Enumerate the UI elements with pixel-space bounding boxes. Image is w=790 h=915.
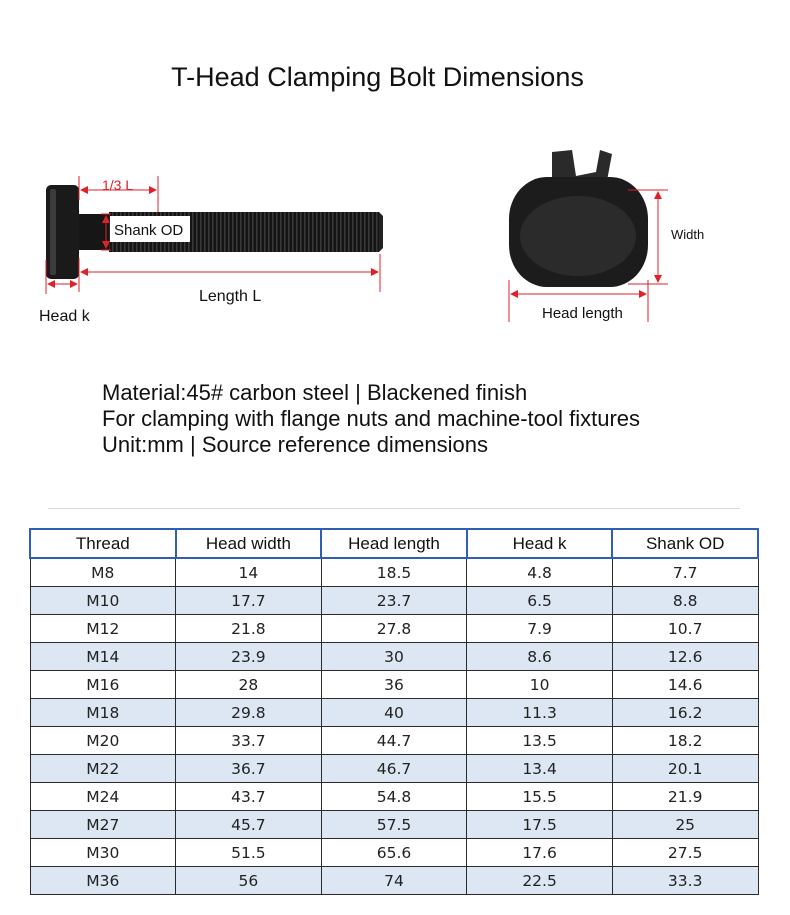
- table-cell: M12: [30, 615, 176, 643]
- table-cell: M22: [30, 755, 176, 783]
- table-cell: 36: [321, 671, 467, 699]
- table-cell: M27: [30, 811, 176, 839]
- table-cell: 45.7: [176, 811, 322, 839]
- table-cell: 10.7: [612, 615, 758, 643]
- table-cell: 51.5: [176, 839, 322, 867]
- table-cell: 46.7: [321, 755, 467, 783]
- table-cell: 21.8: [176, 615, 322, 643]
- table-cell: 27.8: [321, 615, 467, 643]
- table-row: [30, 558, 758, 587]
- third-length-label: 1/3 L: [102, 177, 134, 193]
- table-cell: 29.8: [176, 699, 322, 727]
- table-cell: 25: [612, 811, 758, 839]
- page-title: T-Head Clamping Bolt Dimensions: [171, 62, 584, 92]
- material-line: Material:45# carbon steel | Blackened finish: [102, 380, 528, 405]
- info-block: [102, 380, 640, 458]
- table-cell: 7.9: [467, 615, 613, 643]
- table-cell: 40: [321, 699, 467, 727]
- head-k-label: Head k: [39, 308, 90, 325]
- shank-od-label: Shank OD: [114, 222, 184, 239]
- table-cell: 20.1: [612, 755, 758, 783]
- head-length-label: Head length: [542, 305, 623, 322]
- table-cell: 30: [321, 643, 467, 671]
- table-header-row: [30, 529, 758, 558]
- table-cell: M24: [30, 783, 176, 811]
- table-cell: 14: [176, 558, 322, 587]
- header-head-length: Head length: [321, 529, 467, 558]
- table-cell: M20: [30, 727, 176, 755]
- header-head-k: Head k: [467, 529, 613, 558]
- table-cell: 10: [467, 671, 613, 699]
- table-cell: 56: [176, 867, 322, 895]
- table-cell: 4.8: [467, 558, 613, 587]
- table-cell: 36.7: [176, 755, 322, 783]
- table-cell: M36: [30, 867, 176, 895]
- table-row: [30, 783, 758, 811]
- table-cell: 23.9: [176, 643, 322, 671]
- table-row: [30, 811, 758, 839]
- table-cell: 43.7: [176, 783, 322, 811]
- table-cell: 23.7: [321, 587, 467, 615]
- bolt-tip: [379, 212, 383, 252]
- table-cell: 17.6: [467, 839, 613, 867]
- table-cell: M10: [30, 587, 176, 615]
- header-shank-od: Shank OD: [612, 529, 758, 558]
- table-body: [30, 558, 758, 895]
- table-row: [30, 587, 758, 615]
- table-cell: 18.5: [321, 558, 467, 587]
- table-row: [30, 867, 758, 895]
- table-cell: 57.5: [321, 811, 467, 839]
- table-cell: M18: [30, 699, 176, 727]
- table-cell: 17.5: [467, 811, 613, 839]
- table-cell: 13.5: [467, 727, 613, 755]
- table-cell: 12.6: [612, 643, 758, 671]
- table-cell: 27.5: [612, 839, 758, 867]
- table-cell: M30: [30, 839, 176, 867]
- table-cell: 8.6: [467, 643, 613, 671]
- table-cell: 17.7: [176, 587, 322, 615]
- table-cell: 33.7: [176, 727, 322, 755]
- table-cell: 22.5: [467, 867, 613, 895]
- bolt-diagram: [0, 140, 790, 340]
- table-cell: 16.2: [612, 699, 758, 727]
- table-row: [30, 839, 758, 867]
- table-cell: 33.3: [612, 867, 758, 895]
- bolt-side-view: [46, 185, 383, 279]
- bolt-head-highlight: [50, 189, 56, 275]
- table-cell: 74: [321, 867, 467, 895]
- header-thread: Thread: [30, 529, 176, 558]
- table-cell: 15.5: [467, 783, 613, 811]
- usage-line: For clamping with flange nuts and machine-tool fixtures: [102, 406, 641, 431]
- unit-line: Unit:mm | Source reference dimensions: [102, 432, 488, 457]
- width-label: Width: [671, 227, 705, 242]
- table-cell: M16: [30, 671, 176, 699]
- table-cell: 6.5: [467, 587, 613, 615]
- table-cell: 44.7: [321, 727, 467, 755]
- table-row: [30, 755, 758, 783]
- table-cell: M8: [30, 558, 176, 587]
- table-cell: 54.8: [321, 783, 467, 811]
- table-row: [30, 727, 758, 755]
- table-cell: 28: [176, 671, 322, 699]
- end-view-head-face: [520, 196, 636, 276]
- table-cell: 13.4: [467, 755, 613, 783]
- table-row: [30, 699, 758, 727]
- table-row: [30, 615, 758, 643]
- dimension-table: [29, 528, 759, 895]
- table-cell: 65.6: [321, 839, 467, 867]
- table-cell: 14.6: [612, 671, 758, 699]
- table-row: [30, 671, 758, 699]
- divider: [48, 508, 740, 509]
- table-cell: M14: [30, 643, 176, 671]
- table-cell: 21.9: [612, 783, 758, 811]
- table-cell: 11.3: [467, 699, 613, 727]
- length-label: Length L: [199, 288, 262, 305]
- table-row: [30, 643, 758, 671]
- bolt-shank: [79, 214, 109, 250]
- header-head-width: Head width: [176, 529, 322, 558]
- bolt-head-end-view: [509, 150, 648, 287]
- table-cell: 7.7: [612, 558, 758, 587]
- table-cell: 8.8: [612, 587, 758, 615]
- table-cell: 18.2: [612, 727, 758, 755]
